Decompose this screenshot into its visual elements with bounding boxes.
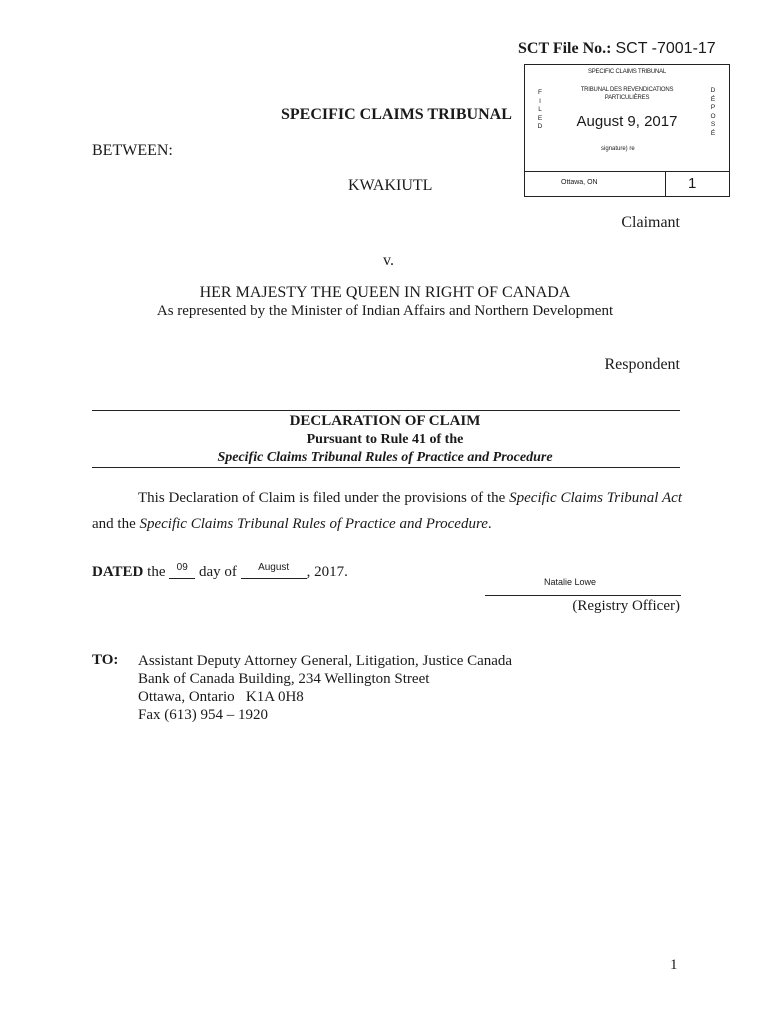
filing-stamp (524, 64, 730, 197)
respondent-representation: As represented by the Minister of Indian Affairs and Northern Development (156, 303, 614, 319)
declaration-title: DECLARATION OF CLAIM (289, 413, 481, 429)
to-line: Bank of Canada Building, 234 Wellington Street (138, 671, 430, 687)
declaration-paragraph: This Declaration of Claim is filed under the provisions of the Specific Claims Tribunal Act and the Specific Claims Tribunal Rules of Practice and Procedure. (92, 490, 682, 532)
stamp-filed-letters: F I L E D (537, 89, 543, 130)
to-line: Ottawa, Ontario K1A 0H8 (138, 689, 304, 705)
heading-rule-bottom (92, 467, 680, 468)
respondent-name: HER MAJESTY THE QUEEN IN RIGHT OF CANADA (199, 284, 571, 301)
declaration-rules-name: Specific Claims Tribunal Rules of Practice and Procedure (217, 450, 553, 465)
file-number (518, 40, 716, 58)
between-label: BETWEEN: (92, 142, 173, 159)
to-label: TO: (92, 652, 119, 668)
month-field: August (241, 564, 307, 579)
declaration-rule: Pursuant to Rule 41 of the (306, 432, 464, 447)
file-number-label: SCT File No.: (518, 40, 612, 57)
stamp-tribunal-fr-2: PARTICULIÈRES (604, 95, 650, 101)
heading-rule-top (92, 410, 680, 411)
stamp-date: August 9, 2017 (576, 113, 678, 130)
rules-title: Specific Claims Tribunal Rules of Practice and Procedure (139, 516, 488, 532)
signer-name: Natalie Lowe (544, 577, 597, 587)
stamp-signature: signature) re (601, 146, 635, 152)
dated-label: DATED (92, 564, 144, 580)
to-line: Fax (613) 954 – 1920 (138, 707, 268, 723)
respondent-role: Respondent (604, 356, 680, 373)
stamp-divider (525, 171, 729, 172)
dated-line: DATED the $^{09}$ day of $^{August}$ , 2017. (92, 562, 348, 580)
to-address (138, 652, 512, 724)
day-field: 09 (169, 564, 195, 579)
stamp-tribunal-fr-1: TRIBUNAL DES REVENDICATIONS (580, 87, 674, 93)
stamp-depose-letters: D É P O S É (710, 87, 716, 137)
to-line: Assistant Deputy Attorney General, Litigation, Justice Canada (138, 653, 513, 669)
claimant-name: KWAKIUTL (348, 177, 433, 194)
claimant-role: Claimant (621, 214, 680, 231)
stamp-divider-vertical (665, 171, 666, 196)
stamp-city: Ottawa, ON (561, 179, 598, 186)
stamp-doc-number: 1 (688, 175, 697, 192)
registry-officer: (Registry Officer) (572, 598, 680, 614)
page-number: 1 (670, 957, 678, 973)
signature-line (485, 595, 681, 596)
act-title: Specific Claims Tribunal Act (509, 490, 682, 506)
versus: v. (383, 252, 394, 269)
stamp-tribunal-en: SPECIFIC CLAIMS TRIBUNAL (587, 69, 667, 75)
tribunal-name: SPECIFIC CLAIMS TRIBUNAL (281, 106, 512, 123)
file-number-value: SCT -7001-17 (615, 40, 716, 57)
